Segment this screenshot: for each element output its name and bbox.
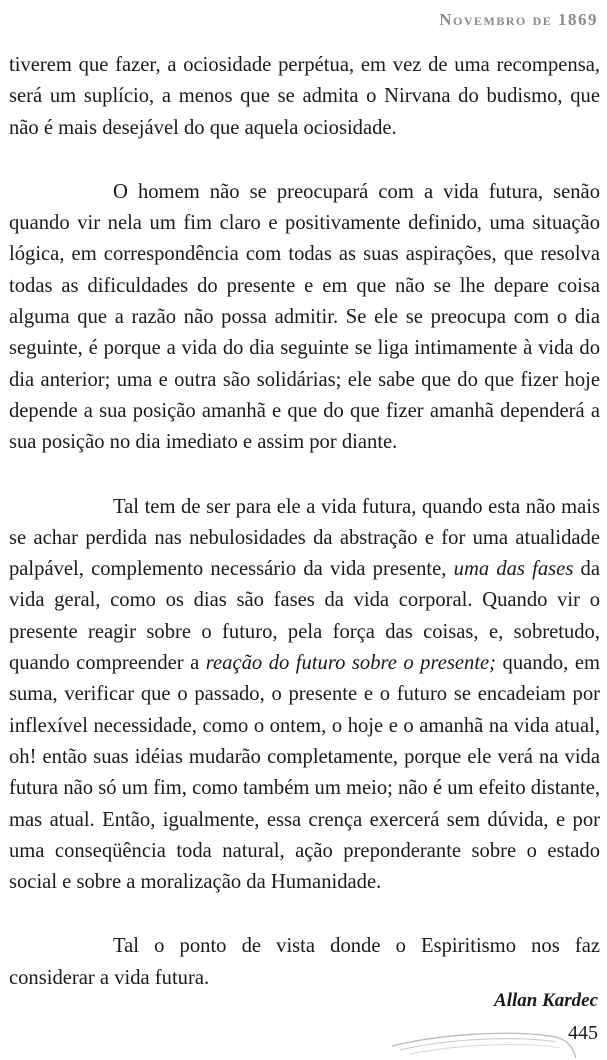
paragraph-future-life: O homem não se preocupará com a vida futura, senão quando vir nela um fim claro e positivamente definido, uma situação lógica, em correspondência com todas as suas aspirações, que resolva todas as dificuldades do presente e em que não se lhe depare coisa alguma que a razão não possa admitir. Se ele se preocupa com o dia seguinte, é porque a vida do dia seguinte se liga intimamente à vida do dia anterior; uma e outra são solidárias; ele sabe que do que fizer hoje depende a sua posição amanhã e que do que fizer amanhã dependerá a sua posição no dia imediato e assim por diante. <box>9 180 600 454</box>
paragraph-text-segment: da vida geral, como os dias são fases da vida corporal. Quando vir o presente reagir sobre o futuro, pela força das coisas, e, sobretudo, quando compreender a <box>9 558 600 675</box>
page-number: 445 <box>568 1022 598 1044</box>
author-signature: Allan Kardec <box>494 990 598 1011</box>
paragraph-text-segment: Tal tem de ser para ele a vida futura, quando esta não mais se achar perdida nas nebulosidades da abstração e for uma atualidade palpável, complemento necessário da vida presente, <box>9 495 600 581</box>
paragraph-text-segment: quando, em suma, verificar que o passado, o presente e o futuro se encadeiam por inflexível necessidade, como o ontem, o hoje e o amanhã na vida atual, oh! então suas idéias mudarão completamente, porque ele verá na vida futura não só um fim, como também um meio; não é um efeito distante, mas atual. Então, igualmente, essa crença exercerá sem dúvida, e por uma conseqüência toda natural, ação preponderante sobre o estado social e sobre a moralização da Humanidade. <box>9 652 600 894</box>
paragraph-spiritism-view: Tal o ponto de vista donde o Espiritismo nos faz considerar a vida futura. <box>9 935 600 989</box>
paragraph-future-reality <box>9 492 600 899</box>
emphasis-reacao-do-futuro: reação do futuro sobre o presente; <box>205 652 497 675</box>
emphasis-uma-das-fases: uma das fases <box>453 558 574 581</box>
running-header: Novembro de 1869 <box>439 10 598 29</box>
paragraph-continuation: tiverem que fazer, a ociosidade perpétua, em vez de uma recompensa, será um suplício, a menos que se admita o Nirvana do budismo, que não é mais desejável do que aquela ociosidade. <box>9 54 600 139</box>
page-body <box>9 50 600 994</box>
